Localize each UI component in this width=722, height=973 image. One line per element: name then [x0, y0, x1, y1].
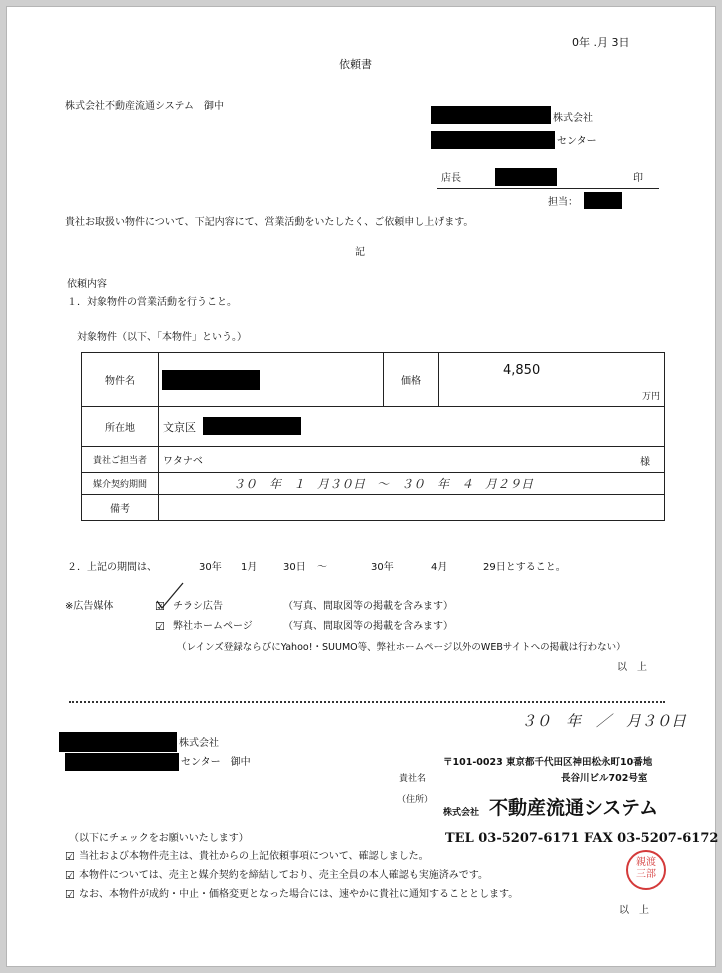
redaction-property-name	[162, 370, 260, 390]
table-caption: 対象物件（以下、「本物件」という。）	[77, 332, 247, 343]
location-value: 文京区	[163, 420, 196, 434]
sender-label-name: 貴社名	[399, 774, 427, 784]
period-start-month: 1月	[241, 562, 258, 573]
check-3-text: なお、本物件が成約・中止・価格変更となった場合には、速やかに貴社に通知することとします。	[79, 889, 519, 900]
period-label: 媒介契約期間	[82, 473, 159, 495]
location-cell	[159, 407, 665, 447]
period-tilde: ～	[317, 562, 327, 573]
price-value: 4,850	[503, 363, 541, 378]
reply-date: ３０ 年 ／ 月３０日	[521, 712, 687, 730]
seal-text: 親渡三部	[636, 857, 656, 880]
price-cell	[439, 353, 665, 407]
staff-label: 担当：	[548, 197, 578, 208]
period-value: ３０ 年 １ 月３０日 ～ ３０ 年 ４ 月２９日	[233, 477, 534, 491]
ad-media-label: ※広告媒体	[65, 601, 114, 612]
remarks-cell	[159, 495, 665, 521]
contact-label: 貴社ご担当者	[82, 447, 159, 473]
period-cell	[159, 473, 665, 495]
manager-label: 店長	[441, 173, 461, 184]
ad-option-homepage-note: （写真、間取図等の掲載を含みます）	[283, 621, 453, 632]
intro-text: 貴社お取扱い物件について、下記内容にて、営業活動をいたしたく、ご依頼申し上げます。	[65, 217, 474, 228]
checkbox-homepage-icon: ☑	[155, 620, 165, 633]
request-document	[6, 6, 719, 967]
ad-option-homepage: 弊社ホームページ	[173, 621, 253, 632]
check-1-box-icon: ☑	[65, 850, 75, 863]
ad-note: （レインズ登録ならびにYahoo!・SUUMO等、弊社ホームページ以外のWEBサイトへの掲載は行わない）	[177, 642, 626, 653]
location-label: 所在地	[82, 407, 159, 447]
redaction-reply-company	[59, 732, 177, 752]
redaction-manager	[495, 168, 557, 186]
period-end-year: 30年	[371, 562, 394, 573]
document-date: 0年 .月 3日	[572, 36, 630, 49]
property-name-label: 物件名	[82, 353, 159, 407]
ad-end-mark: 以 上	[617, 662, 647, 673]
period-end-day: 29日とすること。	[483, 562, 566, 573]
period-start-year: 30年	[199, 562, 222, 573]
request-item-1: １．対象物件の営業活動を行うこと。	[67, 297, 237, 308]
remarks-label: 備考	[82, 495, 159, 521]
ad-option-flyer-note: （写真、間取図等の掲載を含みます）	[283, 601, 453, 612]
sender-label-address: （住所）	[397, 795, 434, 805]
period-end-month: 4月	[431, 562, 448, 573]
redaction-staff	[584, 192, 622, 209]
reply-center-suffix: センター 御中	[181, 757, 251, 768]
checkbox-flyer-icon: ☑	[155, 600, 165, 613]
reply-company-suffix: 株式会社	[179, 738, 219, 749]
reply-end-mark: 以 上	[619, 905, 649, 916]
contact-cell	[159, 447, 665, 473]
sender-company-name: 不動産流通システム	[489, 797, 659, 819]
cut-line	[69, 701, 665, 703]
seal-mark: 印	[633, 173, 643, 184]
period-start-day: 30日	[283, 562, 306, 573]
check-1-text: 当社および本物件売主は、貴社からの上記依頼事項について、確認しました。	[79, 851, 429, 862]
check-3-box-icon: ☑	[65, 888, 75, 901]
redaction-sender-company	[431, 106, 551, 124]
sender-company-suffix: 株式会社	[553, 113, 593, 124]
property-table	[81, 352, 665, 521]
contact-suffix: 様	[640, 457, 650, 468]
check-2-text: 本物件については、売主と媒介契約を締結しており、売主全員の本人確認も実施済みです。	[79, 870, 488, 881]
company-seal	[626, 850, 666, 890]
ad-option-flyer: チラシ広告	[173, 601, 223, 612]
redaction-sender-center	[431, 131, 555, 149]
document-title: 依頼書	[339, 58, 372, 71]
redaction-location	[203, 417, 301, 435]
price-unit: 万円	[641, 392, 660, 402]
addressee: 株式会社不動産流通システム 御中	[65, 101, 224, 112]
sender-company-prefix: 株式会社	[443, 808, 480, 818]
sender-tel-fax: TEL 03-5207-6171 FAX 03-5207-6172	[445, 831, 719, 846]
manager-underline	[437, 188, 659, 189]
sender-postal-address: 〒101-0023 東京都千代田区神田松永町10番地	[443, 757, 653, 768]
request-heading: 依頼内容	[67, 279, 107, 290]
contact-value: ワタナベ	[163, 456, 203, 467]
check-2-box-icon: ☑	[65, 869, 75, 882]
sender-building: 長谷川ビル702号室	[561, 773, 648, 784]
check-instruction: （以下にチェックをお願いいたします）	[69, 833, 249, 844]
sender-center-suffix: センター	[557, 136, 597, 147]
price-label: 価格	[384, 353, 439, 407]
ki-mark: 記	[355, 247, 365, 258]
period-prefix: ２．上記の期間は、	[67, 562, 157, 573]
redaction-reply-center	[65, 753, 179, 771]
property-name-cell	[159, 353, 384, 407]
